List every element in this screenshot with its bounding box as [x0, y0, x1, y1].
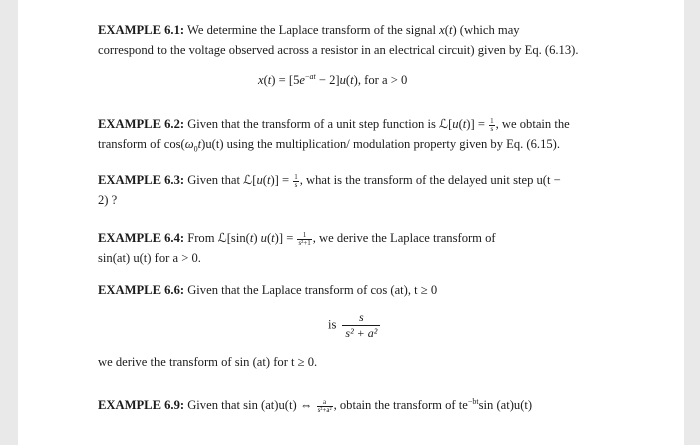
example-6-2: EXAMPLE 6.2: Given that the transform of a unit step function is ℒ[u(t)] = $\frac{1}{s}$ , we obtain the transform of $\cos(\omega_0t)u(t)$ using the multiplication/ modulation property given by Eq. (6.15).	[98, 116, 570, 154]
example-6-6: EXAMPLE 6.6: Given that the Laplace transform of cos (at), t ≥ 0	[98, 283, 438, 297]
example-6-9: EXAMPLE 6.9: Given that sin (at)u(t) ⇔ $\frac{a}{\text{s²+a²}}$ , obtain the transform of $te^{-bt}\sin$ (at)u(t)	[98, 397, 533, 414]
example-6-2-label: EXAMPLE 6.2:	[98, 117, 185, 131]
fraction-a-over-s2-plus-a2: $\frac{a}{\text{s²+a²}}$	[317, 397, 332, 414]
example-6-6-equation: is $\frac{s}{\text{s² + a²}}$	[328, 310, 380, 341]
example-6-1: EXAMPLE 6.1: We determine the Laplace transform of the signal x(t) (which may correspond to the voltage observed across a resistor in an electrical circuit) given by Eq. (6.13).	[98, 23, 579, 57]
example-6-6-line3: we derive the transform of sin (at) for t ≥ 0.	[98, 355, 318, 369]
document-page	[18, 0, 684, 445]
example-6-9-label: EXAMPLE 6.9:	[98, 398, 185, 413]
example-6-4-label: EXAMPLE 6.4:	[98, 231, 185, 245]
example-6-1-line2: correspond to the voltage observed across a resistor in an electrical circuit) given by Eq. (6.13).	[98, 43, 579, 57]
fraction-1-over-s: $\frac{1}{s}$	[294, 172, 298, 189]
fraction-1-over-s2-plus-1: $\frac{1}{\text{s²+1}}$	[298, 230, 311, 247]
example-6-1-equation: $x(t) = [5e^{-at} - 2]u(t)$, for a > 0	[258, 72, 408, 88]
example-6-1-label: EXAMPLE 6.1:	[98, 23, 185, 37]
example-6-6-label: EXAMPLE 6.6:	[98, 283, 185, 297]
fraction-s-over-s2-plus-a2: $\frac{s}{\text{s² + a²}}$	[342, 310, 380, 341]
example-6-1-text: We determine the Laplace transform of the signal	[184, 23, 440, 37]
example-6-4: EXAMPLE 6.4: From ℒ[sin(t) u(t)] = $\frac{1}{\text{s²+1}}$ , we derive the Laplace transform of sin(at) u(t) for a > 0.	[98, 230, 496, 265]
fraction-1-over-s: $\frac{1}{s}$	[490, 116, 494, 133]
example-6-3: EXAMPLE 6.3: Given that ℒ[u(t)] = $\frac{1}{s}$ , what is the transform of the delayed unit step u(t − 2) ?	[98, 172, 561, 207]
signal-symbol: x	[439, 23, 445, 37]
example-6-3-label: EXAMPLE 6.3:	[98, 173, 185, 187]
